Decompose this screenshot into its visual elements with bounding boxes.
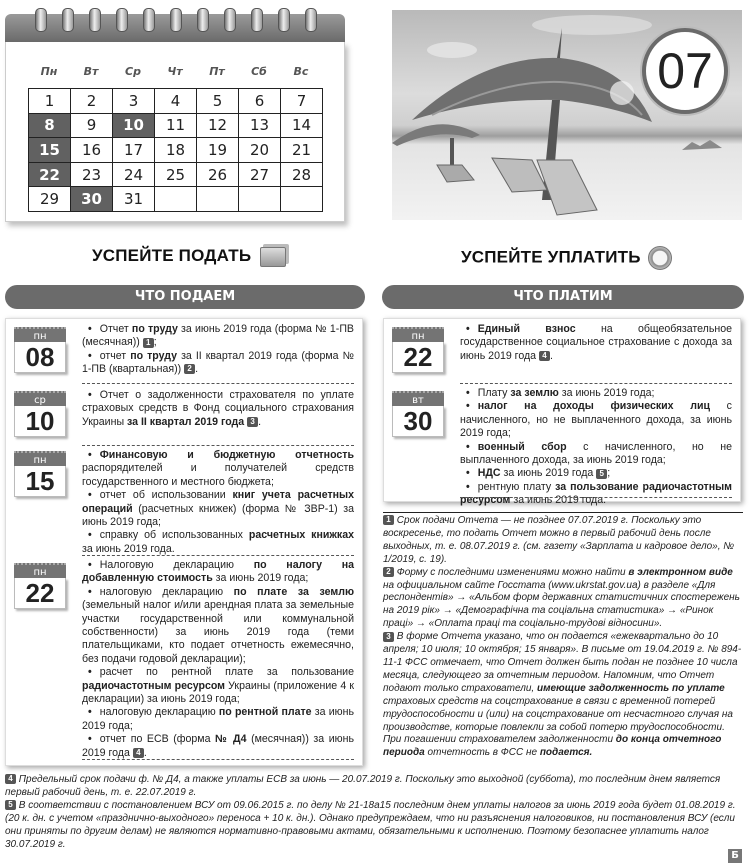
calendar-day: 31 xyxy=(113,187,155,212)
calendar-week xyxy=(29,89,323,114)
calendar-day: 30 xyxy=(71,187,113,212)
bullet-item xyxy=(82,586,354,666)
text-span: (месячная)) за июнь 2019 года xyxy=(82,733,354,759)
text-span: налоговую декларацию xyxy=(99,585,234,598)
footnote-marker: 5 xyxy=(596,469,607,479)
date-weekday: ср xyxy=(14,391,66,406)
ring-icon xyxy=(224,8,236,32)
calendar-day: 10 xyxy=(113,113,155,138)
calendar-day xyxy=(197,187,239,212)
calendar-day: 26 xyxy=(197,162,239,187)
month-badge: 07 xyxy=(642,28,728,114)
text-span: по труду xyxy=(130,349,178,362)
footnote-3 xyxy=(383,631,743,760)
calendar-day: 13 xyxy=(239,113,281,138)
folder-icon xyxy=(260,247,286,267)
text-span: Срок подачи Отчета — не позднее 07.07.2019 г. Поскольку это воскресенье, то подать Отчет можно в первый рабочий день после выходных, т. е. 08.07.2019 г. (см. газету «Зарплата и кадровое дело», № 1/2019, с. 19). xyxy=(383,515,735,565)
weekday-label: Сб xyxy=(251,65,267,78)
footnote-marker: 4 xyxy=(539,351,550,361)
text-span: расчет по рентной плате за пользование xyxy=(99,666,354,679)
pay-panel xyxy=(383,318,741,507)
calendar-day xyxy=(155,187,197,212)
footnote-marker: 4 xyxy=(133,748,144,758)
weekday-header xyxy=(28,65,322,78)
ring-icon xyxy=(143,8,155,32)
ring-icon xyxy=(278,8,290,32)
date-badge xyxy=(14,391,66,439)
calendar-day: 21 xyxy=(281,138,323,163)
text-span: за июнь 2019 года; xyxy=(558,387,655,399)
entry-text xyxy=(82,323,354,377)
date-day: 30 xyxy=(392,406,444,437)
text-span: № Д4 xyxy=(215,733,247,746)
calendar-day: 11 xyxy=(155,113,197,138)
bullet-item xyxy=(460,387,732,400)
text-span: на официальном сайте Госстата (www.ukrstat.gov.ua) в разделе «Для респондентів» → «Альбом форм державних статистичних спостережень на 2019 рік» → «Демографічна та соціальна статистика» → «Ринок праці» → «Оплата праці та соціально-трудові відносини». xyxy=(383,579,740,630)
date-badge xyxy=(14,451,66,499)
text-span: за пользование радиочастотным ресурсом xyxy=(460,480,733,507)
text-span: налоговую декларацию xyxy=(99,706,219,719)
text-span: до конца отчетного периода xyxy=(383,734,722,759)
text-span: на общеобязательное государственное социальное страхование с дохода за июнь 2019 года xyxy=(460,323,733,362)
text-span: страховых средств на соцстрахование в связи с временной потерей трудоспособности и (или) на соцстрахование от несчастного случая на производстве, которые повлекли за собой потерю трудоспособности. При погашении страхователем задолженности xyxy=(383,695,733,746)
ring-icon xyxy=(305,8,317,32)
bullet-item: • отчет по труду за II квартал 2019 года (форма № 1-ПВ (квартальная)) 2 . xyxy=(82,350,354,377)
calendar-week xyxy=(29,113,323,138)
text-span: подается. xyxy=(539,747,593,759)
footnote-1 xyxy=(383,515,743,567)
footnote-marker: 1 xyxy=(143,338,154,348)
bullet-item xyxy=(460,441,732,468)
calendar-day: 17 xyxy=(113,138,155,163)
calendar-day: 5 xyxy=(197,89,239,114)
text-span: за июнь 2019 года. xyxy=(510,494,607,507)
text-span: Отчет xyxy=(99,323,132,335)
calendar-day: 20 xyxy=(239,138,281,163)
calendar-day: 16 xyxy=(71,138,113,163)
text-span: отчет xyxy=(99,349,131,362)
date-badge xyxy=(14,327,66,375)
date-weekday: пн xyxy=(14,327,66,342)
text-span: 4 xyxy=(5,774,16,784)
bullet-item xyxy=(82,449,354,489)
calendar-day: 6 xyxy=(239,89,281,114)
footnote-4 xyxy=(5,773,743,799)
page-marker: Б xyxy=(728,849,742,863)
text-span: за землю xyxy=(510,387,559,399)
ring-icon xyxy=(197,8,209,32)
text-span: налог на доходы физических лиц xyxy=(477,400,710,413)
calendar-day: 23 xyxy=(71,162,113,187)
submit-panel xyxy=(5,318,363,766)
pay-section-title xyxy=(461,246,672,270)
text-span: НДС xyxy=(477,467,501,480)
text-span: по плате за землю xyxy=(233,585,354,598)
clock-coins-icon xyxy=(648,246,672,270)
submit-pill-header: ЧТО ПОДАЕМ xyxy=(5,285,365,309)
text-span: имеющие задолженность по уплате xyxy=(536,682,725,694)
date-day: 10 xyxy=(14,406,66,437)
ring-icon xyxy=(89,8,101,32)
text-span: Форму с последними изменениями можно найти xyxy=(396,566,629,578)
weekday-label: Пн xyxy=(40,65,58,78)
text-span: по рентной плате xyxy=(218,706,312,719)
bullet-item xyxy=(82,489,354,529)
text-span: Украины (приложение 4 к декларации) за июнь 2019 года; xyxy=(82,679,355,706)
calendar-day: 4 xyxy=(155,89,197,114)
date-day: 08 xyxy=(14,342,66,373)
text-span: отчет по ЕСВ (форма xyxy=(99,733,216,746)
text-span: распорядителей и получателей средств государственного и местного бюджета; xyxy=(82,462,354,488)
date-weekday: пн xyxy=(392,327,444,342)
ring-icon xyxy=(116,8,128,32)
text-span: за июнь 2019 года; xyxy=(212,572,309,585)
calendar-day: 3 xyxy=(113,89,155,114)
text-span: Плату xyxy=(477,387,511,399)
footnotes-right xyxy=(383,512,743,760)
entry-text xyxy=(82,389,354,429)
bullet-item: • Отчет о задолженности страхователя по уплате страховых средств в Фонд социального страхования Украины за II квартал 2019 года 3 . xyxy=(82,389,354,429)
text-span: радиочастотным ресурсом xyxy=(82,679,226,692)
entry-text xyxy=(460,323,732,363)
weekday-label: Вт xyxy=(83,65,99,78)
text-span: за июнь 2019 года. xyxy=(82,542,175,555)
text-span: 2 xyxy=(383,567,394,577)
calendar-page xyxy=(5,42,345,222)
divider xyxy=(82,381,354,384)
calendar-week xyxy=(29,162,323,187)
date-weekday: пн xyxy=(14,451,66,466)
submit-title-text: УСПЕЙТЕ ПОДАТЬ xyxy=(92,246,252,265)
submit-section-title xyxy=(92,246,286,267)
text-span: книг учета расчетных операций xyxy=(82,489,354,515)
divider xyxy=(82,553,354,556)
text-span: с начисленного, но не выплаченного дохода, за июнь 2019 года; xyxy=(460,400,732,440)
calendar-day: 7 xyxy=(281,89,323,114)
text-span: военный сбор xyxy=(477,440,567,453)
calendar-day: 25 xyxy=(155,162,197,187)
bullet-item xyxy=(82,559,354,586)
bullet-item: • НДС за июнь 2019 года 5 ; xyxy=(460,467,732,480)
text-span: за II квартал 2019 года (форма № 1-ПВ (квартальная)) xyxy=(82,349,354,376)
entry-text xyxy=(460,387,732,508)
bullet-item xyxy=(82,706,354,733)
calendar-day xyxy=(281,187,323,212)
text-span: Финансовую и бюджетную отчетность xyxy=(99,449,354,461)
text-span: Единый взнос xyxy=(477,323,576,335)
text-span: по труду xyxy=(131,323,178,335)
text-span: В форме Отчета указано, что он подается «ежеквартально до 10 апреля; 10 июля; 10 октября; 15 января». В письме от 19.04.2019 г. № 894-11-1 ФСС отмечает, что Отчет должен быть подан не позднее 10 числа месяца, следующего за отчетным периодом. Напомним, что Отчет подают только страхователи, xyxy=(383,631,742,694)
calendar-day: 27 xyxy=(239,162,281,187)
weekday-label: Ср xyxy=(125,65,141,78)
calendar-day: 28 xyxy=(281,162,323,187)
date-badge xyxy=(392,391,444,439)
divider xyxy=(82,443,354,446)
calendar-day: 24 xyxy=(113,162,155,187)
text-span: (расчетных книжек) (форма № ЗВР-1) за июнь 2019 года; xyxy=(82,502,354,529)
calendar-day: 29 xyxy=(29,187,71,212)
ring-icon xyxy=(62,8,74,32)
text-span: за июнь 2019 года; xyxy=(82,706,354,732)
weekday-label: Чт xyxy=(167,65,183,78)
calendar-day: 14 xyxy=(281,113,323,138)
footnote-marker: 2 xyxy=(184,364,195,374)
text-span: Предельный срок подачи ф. № Д4, а также уплаты ЕСВ за июнь — 20.07.2019 г. Поскольку это выходной (суббота), то последним днем является первый рабочий день, т. е. 22.07.2019 г. xyxy=(5,774,721,798)
divider xyxy=(82,757,354,760)
calendar-day: 12 xyxy=(197,113,239,138)
bullet-item: • Единый взнос на общеобязательное государственное социальное страхование с дохода за июнь 2019 года 4 . xyxy=(460,323,732,363)
text-span: справку об использованных xyxy=(99,529,249,542)
text-span: за июнь 2019 года xyxy=(500,467,597,480)
pay-pill-header: ЧТО ПЛАТИМ xyxy=(382,285,744,309)
pay-title-text: УСПЕЙТЕ УПЛАТИТЬ xyxy=(461,247,641,267)
text-span: 1 xyxy=(383,515,394,525)
calendar-day: 9 xyxy=(71,113,113,138)
date-weekday: пн xyxy=(14,563,66,578)
calendar-grid xyxy=(28,88,323,212)
calendar-week xyxy=(29,138,323,163)
bullet-item xyxy=(82,666,354,706)
ring-icon xyxy=(251,8,263,32)
weekday-label: Вс xyxy=(293,65,309,78)
calendar-day xyxy=(239,187,281,212)
ring-icon xyxy=(35,8,47,32)
text-span: Отчет о задолженности страхователя по уплате страховых средств в Фонд социального страхования Украины xyxy=(82,389,354,428)
wall-calendar xyxy=(5,14,345,222)
footnotes-bottom xyxy=(5,773,743,851)
calendar-binding xyxy=(5,14,345,42)
bullet-item: • Отчет по труду за июнь 2019 года (форма № 1-ПВ (месячная)) 1 ; xyxy=(82,323,354,350)
calendar-week xyxy=(29,187,323,212)
date-day: 22 xyxy=(14,578,66,609)
text-span: в электронном виде xyxy=(628,566,733,578)
calendar-day: 15 xyxy=(29,138,71,163)
divider xyxy=(460,381,732,384)
text-span: В соответствии с постановлением ВСУ от 09.06.2015 г. по делу № 21-18а15 последним днем уплаты налогов за июнь 2019 года будет 01.08.2019 г. (20 к. дн. с учетом «празднично-выходного» переноса + 10 к. дн.). Однако предупреждаем, что ни разъяснения налоговиков, ни постановления ВСУ (если они приняты по другим делам) не являются нормативно-правовыми актами, обязательными к исполнению. Поэтому безопаснее уплатить налог 30.07.2019 г. xyxy=(5,800,736,850)
text-span: расчетных книжках xyxy=(248,529,354,542)
text-span: отчетность в ФСС не xyxy=(424,747,540,759)
date-weekday: вт xyxy=(392,391,444,406)
entry-text xyxy=(82,559,354,760)
calendar-day: 1 xyxy=(29,89,71,114)
calendar-day: 19 xyxy=(197,138,239,163)
text-span: с начисленного, но не выплаченного дохода, за июнь 2019 года; xyxy=(460,440,732,467)
text-span: по налогу на добавленную стоимость xyxy=(82,559,354,585)
footnote-marker: 3 xyxy=(247,417,258,427)
text-span: отчет об использовании xyxy=(99,489,233,502)
entry-text xyxy=(82,449,354,556)
divider xyxy=(460,495,732,498)
calendar-day: 2 xyxy=(71,89,113,114)
text-span: рентную плату xyxy=(477,480,556,493)
footnote-5 xyxy=(5,799,743,851)
text-span: 5 xyxy=(5,800,16,810)
date-badge xyxy=(14,563,66,611)
date-day: 15 xyxy=(14,466,66,497)
weekday-label: Пт xyxy=(209,65,225,78)
beach-photo xyxy=(392,10,742,220)
calendar-day: 22 xyxy=(29,162,71,187)
date-day: 22 xyxy=(392,342,444,373)
text-span: 3 xyxy=(383,632,394,642)
text-span: за июнь 2019 года (форма № 1-ПВ (месячная)) xyxy=(82,323,354,349)
bullet-item: • отчет по ЕСВ (форма № Д4 (месячная)) за июнь 2019 года 4 . xyxy=(82,733,354,760)
text-span: Налоговую декларацию xyxy=(99,559,254,571)
text-span: за II квартал 2019 года xyxy=(127,415,245,428)
footnote-2 xyxy=(383,567,743,632)
date-badge xyxy=(392,327,444,375)
calendar-day: 8 xyxy=(29,113,71,138)
ring-icon xyxy=(170,8,182,32)
bullet-item xyxy=(460,400,732,440)
text-span: (земельный налог и/или арендная плата за земельные участки государственной или коммунальной собственности) за июнь 2019 года (теми плательщиками, кто подает отчетность ежемесячно, без подачи годовой декларации); xyxy=(82,599,354,665)
calendar-day: 18 xyxy=(155,138,197,163)
